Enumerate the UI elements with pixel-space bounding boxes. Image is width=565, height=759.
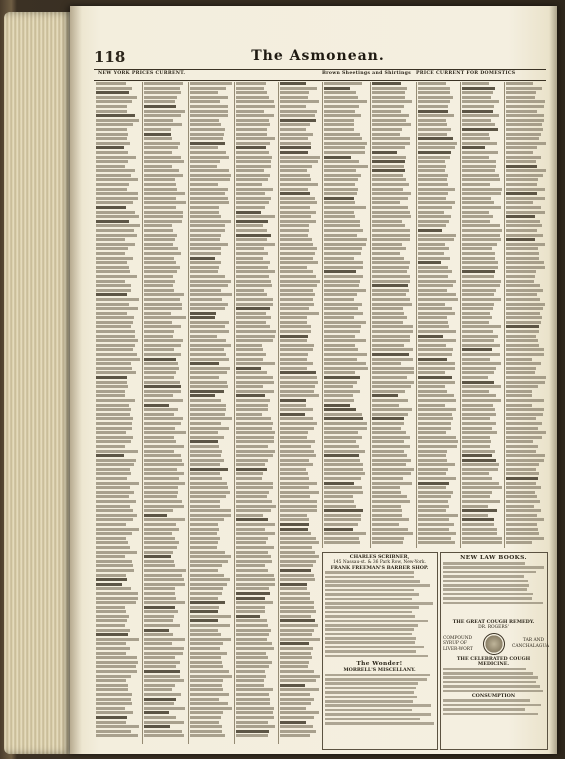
price-column <box>236 82 276 744</box>
column-divider <box>142 82 143 744</box>
law-books-ad <box>443 555 544 615</box>
price-column <box>190 82 232 744</box>
gutter-shadow <box>70 6 82 754</box>
cough-remedy-footer: CONSUMPTION <box>471 692 516 699</box>
subheader-rule <box>94 80 546 81</box>
law-books-body-text <box>443 562 544 604</box>
price-column <box>506 82 546 548</box>
column-divider <box>322 82 323 548</box>
column-divider <box>460 82 461 548</box>
cough-remedy-body-text-2 <box>443 699 544 715</box>
cough-remedy-title: THE GREAT COUGH REMEDY. <box>452 619 535 625</box>
price-column <box>144 82 186 744</box>
law-books-title: NEW LAW BOOKS. <box>460 555 527 561</box>
price-column <box>96 82 140 744</box>
column-divider <box>234 82 235 744</box>
book-page-edges <box>4 12 74 754</box>
column-divider <box>188 82 189 744</box>
heading-domestics: PRICE CURRENT FOR DOMESTICS <box>416 71 516 76</box>
barber-shop-title: FRANK FREEMAN'S BARBER SHOP. <box>330 564 429 571</box>
scribner-ad <box>325 555 434 745</box>
wonder-body-text <box>325 674 434 725</box>
wonder-title: The Wonder! <box>356 661 403 668</box>
wonder-subtitle: MORRELL'S MISCELLANY. <box>343 667 416 674</box>
price-column <box>280 82 320 744</box>
scribner-body-text <box>325 571 434 657</box>
paper-title: The Asmonean. <box>251 48 385 64</box>
scribner-address: 145 Nassau-st. & 36 Park Row, New-York. <box>333 560 426 566</box>
price-column <box>324 82 368 548</box>
price-column <box>372 82 414 548</box>
price-column <box>418 82 458 548</box>
column-divider <box>416 82 417 548</box>
cough-remedy-tagline: THE CELEBRATED COUGH MEDICINE. <box>456 655 531 668</box>
cough-remedy-right-words: TAR AND CANCHALAGUA <box>512 638 550 649</box>
cough-remedy-ad <box>443 619 550 746</box>
heading-new-york-prices: NEW YORK PRICES CURRENT. <box>98 71 186 76</box>
heading-brown-sheetings: Brown Sheetings and Shirtings <box>322 71 412 76</box>
column-divider <box>370 82 371 548</box>
column-divider <box>278 82 279 744</box>
cough-remedy-subtitle: DR. ROGERS' <box>478 625 509 631</box>
column-divider <box>504 82 505 548</box>
price-column <box>462 82 502 548</box>
right-edge-shadow <box>549 6 557 754</box>
scribner-name: CHARLES SCRIBNER, <box>349 554 410 560</box>
medicine-seal-icon <box>483 633 505 655</box>
header-rule <box>94 69 546 70</box>
cough-remedy-left-words: COMPOUND SYRUP OF LIVER-WORT <box>443 635 473 652</box>
cough-remedy-body-text <box>443 668 544 693</box>
page-number: 118 <box>94 48 126 66</box>
newspaper-page <box>70 6 557 754</box>
